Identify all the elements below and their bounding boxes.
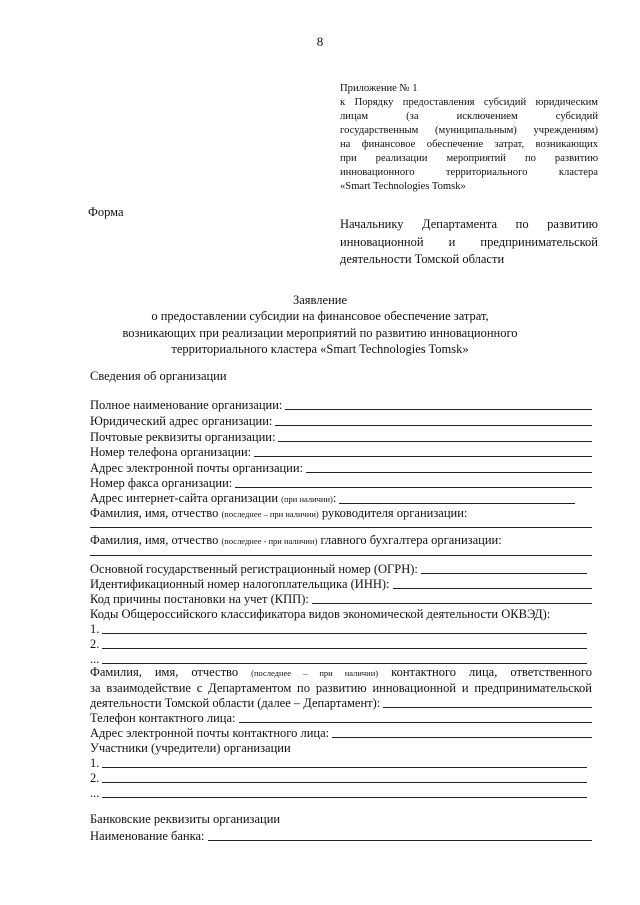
field-label: Основной государственный регистрационный номер (ОГРН): [90,562,418,576]
contact-phone-field[interactable] [239,722,593,723]
item-ellipsis: ... [90,652,100,666]
field-label: Участники (учредители) организации [90,741,291,755]
addressee-line: Начальнику Департамента по развитию [340,217,598,231]
legal-address-row [90,413,592,428]
document-title [0,292,640,357]
title-line: территориального кластера «Smart Technologies Tomsk» [171,341,469,356]
label-text: Адрес интернет-сайта организации [90,491,282,505]
phone-field[interactable] [254,456,592,457]
accountant-name-field[interactable] [90,555,592,556]
email-field[interactable] [306,472,592,473]
field-label: Юридический адрес организации: [90,414,273,428]
appendix-line: инновационного территориального кластера [340,167,598,178]
appendix-line: на финансовое обеспечение затрат, возникающих [340,139,598,150]
field-label: Почтовые реквизиты организации: [90,430,276,444]
field-label: Адрес электронной почты контактного лица: [90,726,330,740]
appendix-line: при реализации мероприятий по развитию [340,153,598,164]
contact-phone-row [90,710,592,725]
field-label [90,533,502,548]
okved-1-field[interactable] [102,633,587,634]
item-number: 1. [90,756,100,770]
label-text: Фамилия, имя, отчество [90,506,222,520]
website-field[interactable] [339,503,575,504]
label-note: (последнее - при наличии) [221,536,318,546]
label-note: (последнее – при наличии) [251,668,379,678]
full-name-field[interactable] [285,409,592,410]
appendix-line: Приложение № 1 [340,83,418,94]
founder-item-more [90,785,587,800]
inn-row [90,576,592,591]
phone-row [90,444,592,459]
okved-item-1 [90,621,587,636]
full-name-row [90,397,592,412]
appendix-line: государственным (муниципальным) учреждениям) [340,125,598,136]
item-number: 2. [90,771,100,785]
okved-2-field[interactable] [102,648,587,649]
okved-more-field[interactable] [102,663,587,664]
org-section-heading: Сведения об организации [90,369,227,383]
ogrn-field[interactable] [451,573,587,574]
addressee-line: деятельности Томской области [340,252,505,266]
legal-address-field[interactable] [275,425,592,426]
bank-section-heading: Банковские реквизиты организации [90,812,281,826]
field-label: деятельности Томской области (далее – Департамент): [90,696,381,710]
label-text: главного бухгалтера организации: [317,533,502,547]
field-label: Наименование банка: [90,829,205,843]
contact-line-2: за взаимодействие с Департаментом по развитию инновационной и предпринимательской [90,681,592,695]
item-number: 2. [90,637,100,651]
postal-field[interactable] [278,441,592,442]
field-label: Телефон контактного лица: [90,711,236,725]
title-line: возникающих при реализации мероприятий по развитию инновационного [122,325,518,340]
ogrn-row [90,561,587,576]
founders-row [90,740,592,755]
bank-name-row [90,828,592,843]
field-label: Идентификационный номер налогоплательщика (ИНН): [90,577,390,591]
kpp-row [90,591,592,606]
founder-1-field[interactable] [102,767,587,768]
form-label: Форма [88,205,124,219]
contact-row [90,695,592,710]
bank-name-field[interactable] [208,840,592,841]
head-row [90,506,592,521]
label-text: : [332,491,337,505]
item-ellipsis: ... [90,786,100,800]
page-number: 8 [316,34,324,49]
addressee-line: инновационной и предпринимательской [340,234,598,249]
label-text: Фамилия, имя, отчество [90,533,222,547]
contact-email-row [90,725,592,740]
contact-name-field[interactable] [383,707,592,708]
founder-more-field[interactable] [102,797,587,798]
appendix-line: «Smart Technologies Tomsk» [340,181,466,192]
fax-row [90,475,592,490]
field-label: Коды Общероссийского классификатора видов экономической деятельности ОКВЭД): [90,607,551,621]
addressee-block [340,216,598,269]
label-note: (последнее – при наличии) [221,509,319,519]
fax-field[interactable] [235,487,592,488]
label-text: контактного лица, ответственного [378,665,592,679]
founder-item-2 [90,770,587,785]
title-line: Заявление [292,293,347,307]
email-row [90,460,592,475]
website-row [90,491,575,506]
okved-item-2 [90,636,587,651]
founder-2-field[interactable] [102,782,587,783]
field-label: Адрес электронной почты организации: [90,461,304,475]
founder-item-1 [90,755,587,770]
okved-row [90,606,592,621]
inn-field[interactable] [393,588,592,589]
kpp-field[interactable] [312,603,592,604]
okved-item-more [90,651,587,666]
label-note: (при наличии) [281,494,333,504]
postal-row [90,429,592,444]
field-label: Номер телефона организации: [90,445,252,459]
appendix-line: к Порядку предоставления субсидий юридическим [340,97,598,108]
contact-line-1 [90,665,592,681]
head-name-field[interactable] [90,527,592,528]
title-line: о предоставлении субсидии на финансовое обеспечение затрат, [151,309,489,324]
appendix-block [340,82,598,194]
field-label: Номер факса организации: [90,476,233,490]
item-number: 1. [90,622,100,636]
accountant-row [90,533,592,548]
ogrn-field-part[interactable] [421,573,451,574]
field-label [90,506,467,521]
contact-email-field[interactable] [332,737,592,738]
label-text: руководителя организации: [318,506,468,520]
field-label: Полное наименование организации: [90,398,283,412]
field-label [90,491,336,506]
appendix-line: лицам (за исключением субсидий [340,111,598,122]
label-text: Фамилия, имя, отчество [90,665,252,679]
field-label: Код причины постановки на учет (КПП): [90,592,309,606]
